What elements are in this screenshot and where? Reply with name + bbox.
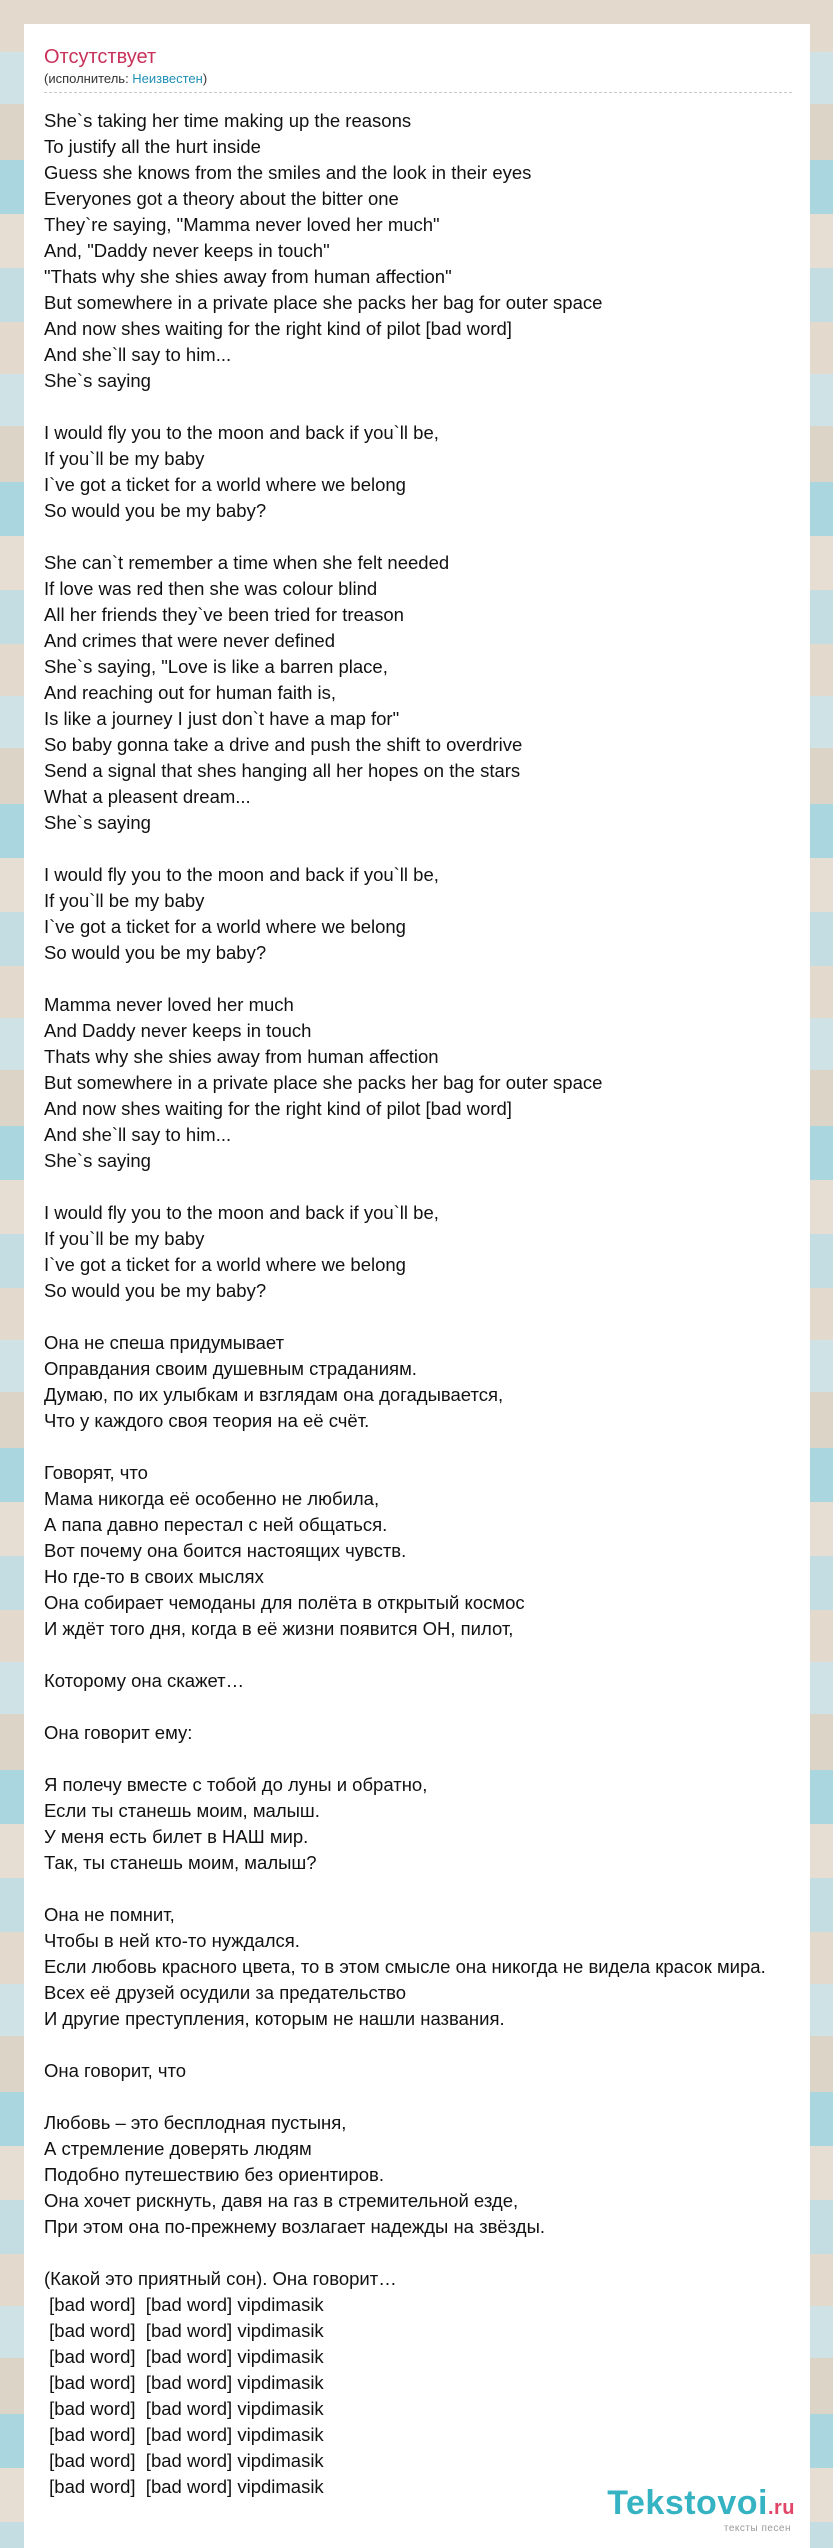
lyric-line: If you`ll be my baby [44, 1228, 205, 1249]
lyric-line: They`re saying, "Mamma never loved her much" [44, 214, 440, 235]
artist-line [44, 70, 792, 93]
artist-suffix: ) [202, 71, 208, 86]
lyric-line: И другие преступления, которым не нашли названия. [44, 2008, 505, 2029]
lyric-line: И ждёт того дня, когда в её жизни появится ОН, пилот, [44, 1618, 514, 1639]
lyric-line: If you`ll be my baby [44, 890, 205, 911]
blank-line [44, 2032, 810, 2058]
lyric-line: Я полечу вместе с тобой до луны и обратно, [44, 1774, 428, 1795]
lyric-line: And she`ll say to him... [44, 344, 232, 365]
lyric-line: So baby gonna take a drive and push the shift to overdrive [44, 734, 523, 755]
lyric-line: And reaching out for human faith is, [44, 682, 337, 703]
lyric-line: I would fly you to the moon and back if you`ll be, [44, 1202, 439, 1223]
lyric-line: I`ve got a ticket for a world where we belong [44, 474, 406, 495]
blank-line [44, 524, 810, 550]
lyric-line: So would you be my baby? [44, 500, 267, 521]
lyric-line: So would you be my baby? [44, 1280, 267, 1301]
blank-line [44, 836, 810, 862]
blank-line [44, 966, 810, 992]
lyric-line: And now shes waiting for the right kind of pilot [bad word] [44, 318, 512, 339]
lyric-line: У меня есть билет в НАШ мир. [44, 1826, 309, 1847]
lyric-line: And now shes waiting for the right kind of pilot [bad word] [44, 1098, 512, 1119]
site-logo[interactable] [607, 2485, 795, 2534]
lyric-line: If you`ll be my baby [44, 448, 205, 469]
lyric-line: [bad word] [bad word] vipdimasik [44, 2476, 324, 2497]
lyric-line: Думаю, по их улыбкам и взглядам она догадывается, [44, 1384, 504, 1405]
lyric-line: Говорят, что [44, 1462, 148, 1483]
lyric-line: Mamma never loved her much [44, 994, 294, 1015]
lyric-line: "Thats why she shies away from human affection" [44, 266, 452, 287]
lyric-line: She`s saying [44, 1150, 151, 1171]
artist-link[interactable]: Неизвестен [132, 71, 203, 86]
lyric-line: And Daddy never keeps in touch [44, 1020, 312, 1041]
lyric-line: But somewhere in a private place she packs her bag for outer space [44, 292, 603, 313]
artist-prefix: (исполнитель: [44, 71, 133, 86]
lyric-line: To justify all the hurt inside [44, 136, 261, 157]
lyric-line: I would fly you to the moon and back if you`ll be, [44, 422, 439, 443]
lyric-line: All her friends they`ve been tried for treason [44, 604, 404, 625]
blank-line [44, 2240, 810, 2266]
lyric-line: [bad word] [bad word] vipdimasik [44, 2424, 324, 2445]
lyric-line: So would you be my baby? [44, 942, 267, 963]
lyric-line: Всех её друзей осудили за предательство [44, 1982, 407, 2003]
lyric-line: Оправдания своим душевным страданиям. [44, 1358, 417, 1379]
lyric-line: Everyones got a theory about the bitter one [44, 188, 399, 209]
lyric-line: Если любовь красного цвета, то в этом смысле она никогда не видела красок мира. [44, 1956, 766, 1977]
blank-line [44, 1434, 810, 1460]
logo-tld: .ru [767, 2497, 795, 2519]
lyric-line: I`ve got a ticket for a world where we belong [44, 916, 406, 937]
blank-line [44, 1174, 810, 1200]
blank-line [44, 1876, 810, 1902]
lyric-line: Она говорит ему: [44, 1722, 193, 1743]
lyric-line: She`s taking her time making up the reasons [44, 110, 412, 131]
lyric-line: [bad word] [bad word] vipdimasik [44, 2450, 324, 2471]
logo-name: Tekstovoi [607, 2484, 768, 2522]
lyric-line: And, "Daddy never keeps in touch" [44, 240, 330, 261]
lyric-line: Она не помнит, [44, 1904, 175, 1925]
lyric-line: Вот почему она боится настоящих чувств. [44, 1540, 407, 1561]
lyric-line: And crimes that were never defined [44, 630, 336, 651]
lyric-line: [bad word] [bad word] vipdimasik [44, 2294, 324, 2315]
lyric-line: Мама никогда её особенно не любила, [44, 1488, 380, 1509]
lyric-line: Но где-то в своих мыслях [44, 1566, 264, 1587]
lyric-line: Любовь – это бесплодная пустыня, [44, 2112, 347, 2133]
blank-line [44, 1304, 810, 1330]
lyric-line: Она собирает чемоданы для полёта в открытый космос [44, 1592, 525, 1613]
lyric-line: Она хочет рискнуть, давя на газ в стремительной езде, [44, 2190, 519, 2211]
blank-line [44, 2084, 810, 2110]
lyric-line: Она не спеша придумывает [44, 1332, 285, 1353]
lyric-line: Is like a journey I just don`t have a map for" [44, 708, 400, 729]
lyric-line: Она говорит, что [44, 2060, 187, 2081]
lyric-line: Guess she knows from the smiles and the look in their eyes [44, 162, 532, 183]
lyric-line: I`ve got a ticket for a world where we belong [44, 1254, 406, 1275]
lyric-line: А папа давно перестал с ней общаться. [44, 1514, 388, 1535]
lyric-line: If love was red then she was colour blind [44, 578, 378, 599]
lyric-line: She`s saying, "Love is like a barren place, [44, 656, 388, 677]
lyric-line: Подобно путешествию без ориентиров. [44, 2164, 385, 2185]
lyric-line: [bad word] [bad word] vipdimasik [44, 2320, 324, 2341]
lyric-line: I would fly you to the moon and back if you`ll be, [44, 864, 439, 885]
lyric-line: При этом она по-прежнему возлагает надежды на звёзды. [44, 2216, 546, 2237]
logo-tagline: тексты песен [723, 2523, 791, 2534]
page-title: Отсутствует [44, 46, 157, 68]
song-header [44, 44, 810, 93]
lyric-line: Которому она скажет… [44, 1670, 245, 1691]
lyric-line: Если ты станешь моим, малыш. [44, 1800, 320, 1821]
lyric-line: But somewhere in a private place she packs her bag for outer space [44, 1072, 603, 1093]
lyric-line: Чтобы в ней кто-то нуждался. [44, 1930, 300, 1951]
lyric-line: Так, ты станешь моим, малыш? [44, 1852, 317, 1873]
lyric-line: [bad word] [bad word] vipdimasik [44, 2372, 324, 2393]
lyric-line: She`s saying [44, 812, 151, 833]
lyric-line: And she`ll say to him... [44, 1124, 232, 1145]
lyric-line: What a pleasent dream... [44, 786, 251, 807]
lyric-line: [bad word] [bad word] vipdimasik [44, 2398, 324, 2419]
blank-line [44, 1746, 810, 1772]
lyric-line: (Какой это приятный сон). Она говорит… [44, 2268, 397, 2289]
lyrics-page [24, 24, 810, 2548]
lyric-line: Thats why she shies away from human affection [44, 1046, 439, 1067]
logo-wordmark [607, 2485, 795, 2526]
lyric-line: She can`t remember a time when she felt needed [44, 552, 450, 573]
lyric-line: А стремление доверять людям [44, 2138, 312, 2159]
blank-line [44, 394, 810, 420]
lyric-line: She`s saying [44, 370, 151, 391]
lyric-line: Что у каждого своя теория на её счёт. [44, 1410, 370, 1431]
blank-line [44, 1642, 810, 1668]
lyric-line: [bad word] [bad word] vipdimasik [44, 2346, 324, 2367]
lyrics-text [44, 108, 810, 2500]
blank-line [44, 1694, 810, 1720]
lyric-line: Send a signal that shes hanging all her hopes on the stars [44, 760, 521, 781]
